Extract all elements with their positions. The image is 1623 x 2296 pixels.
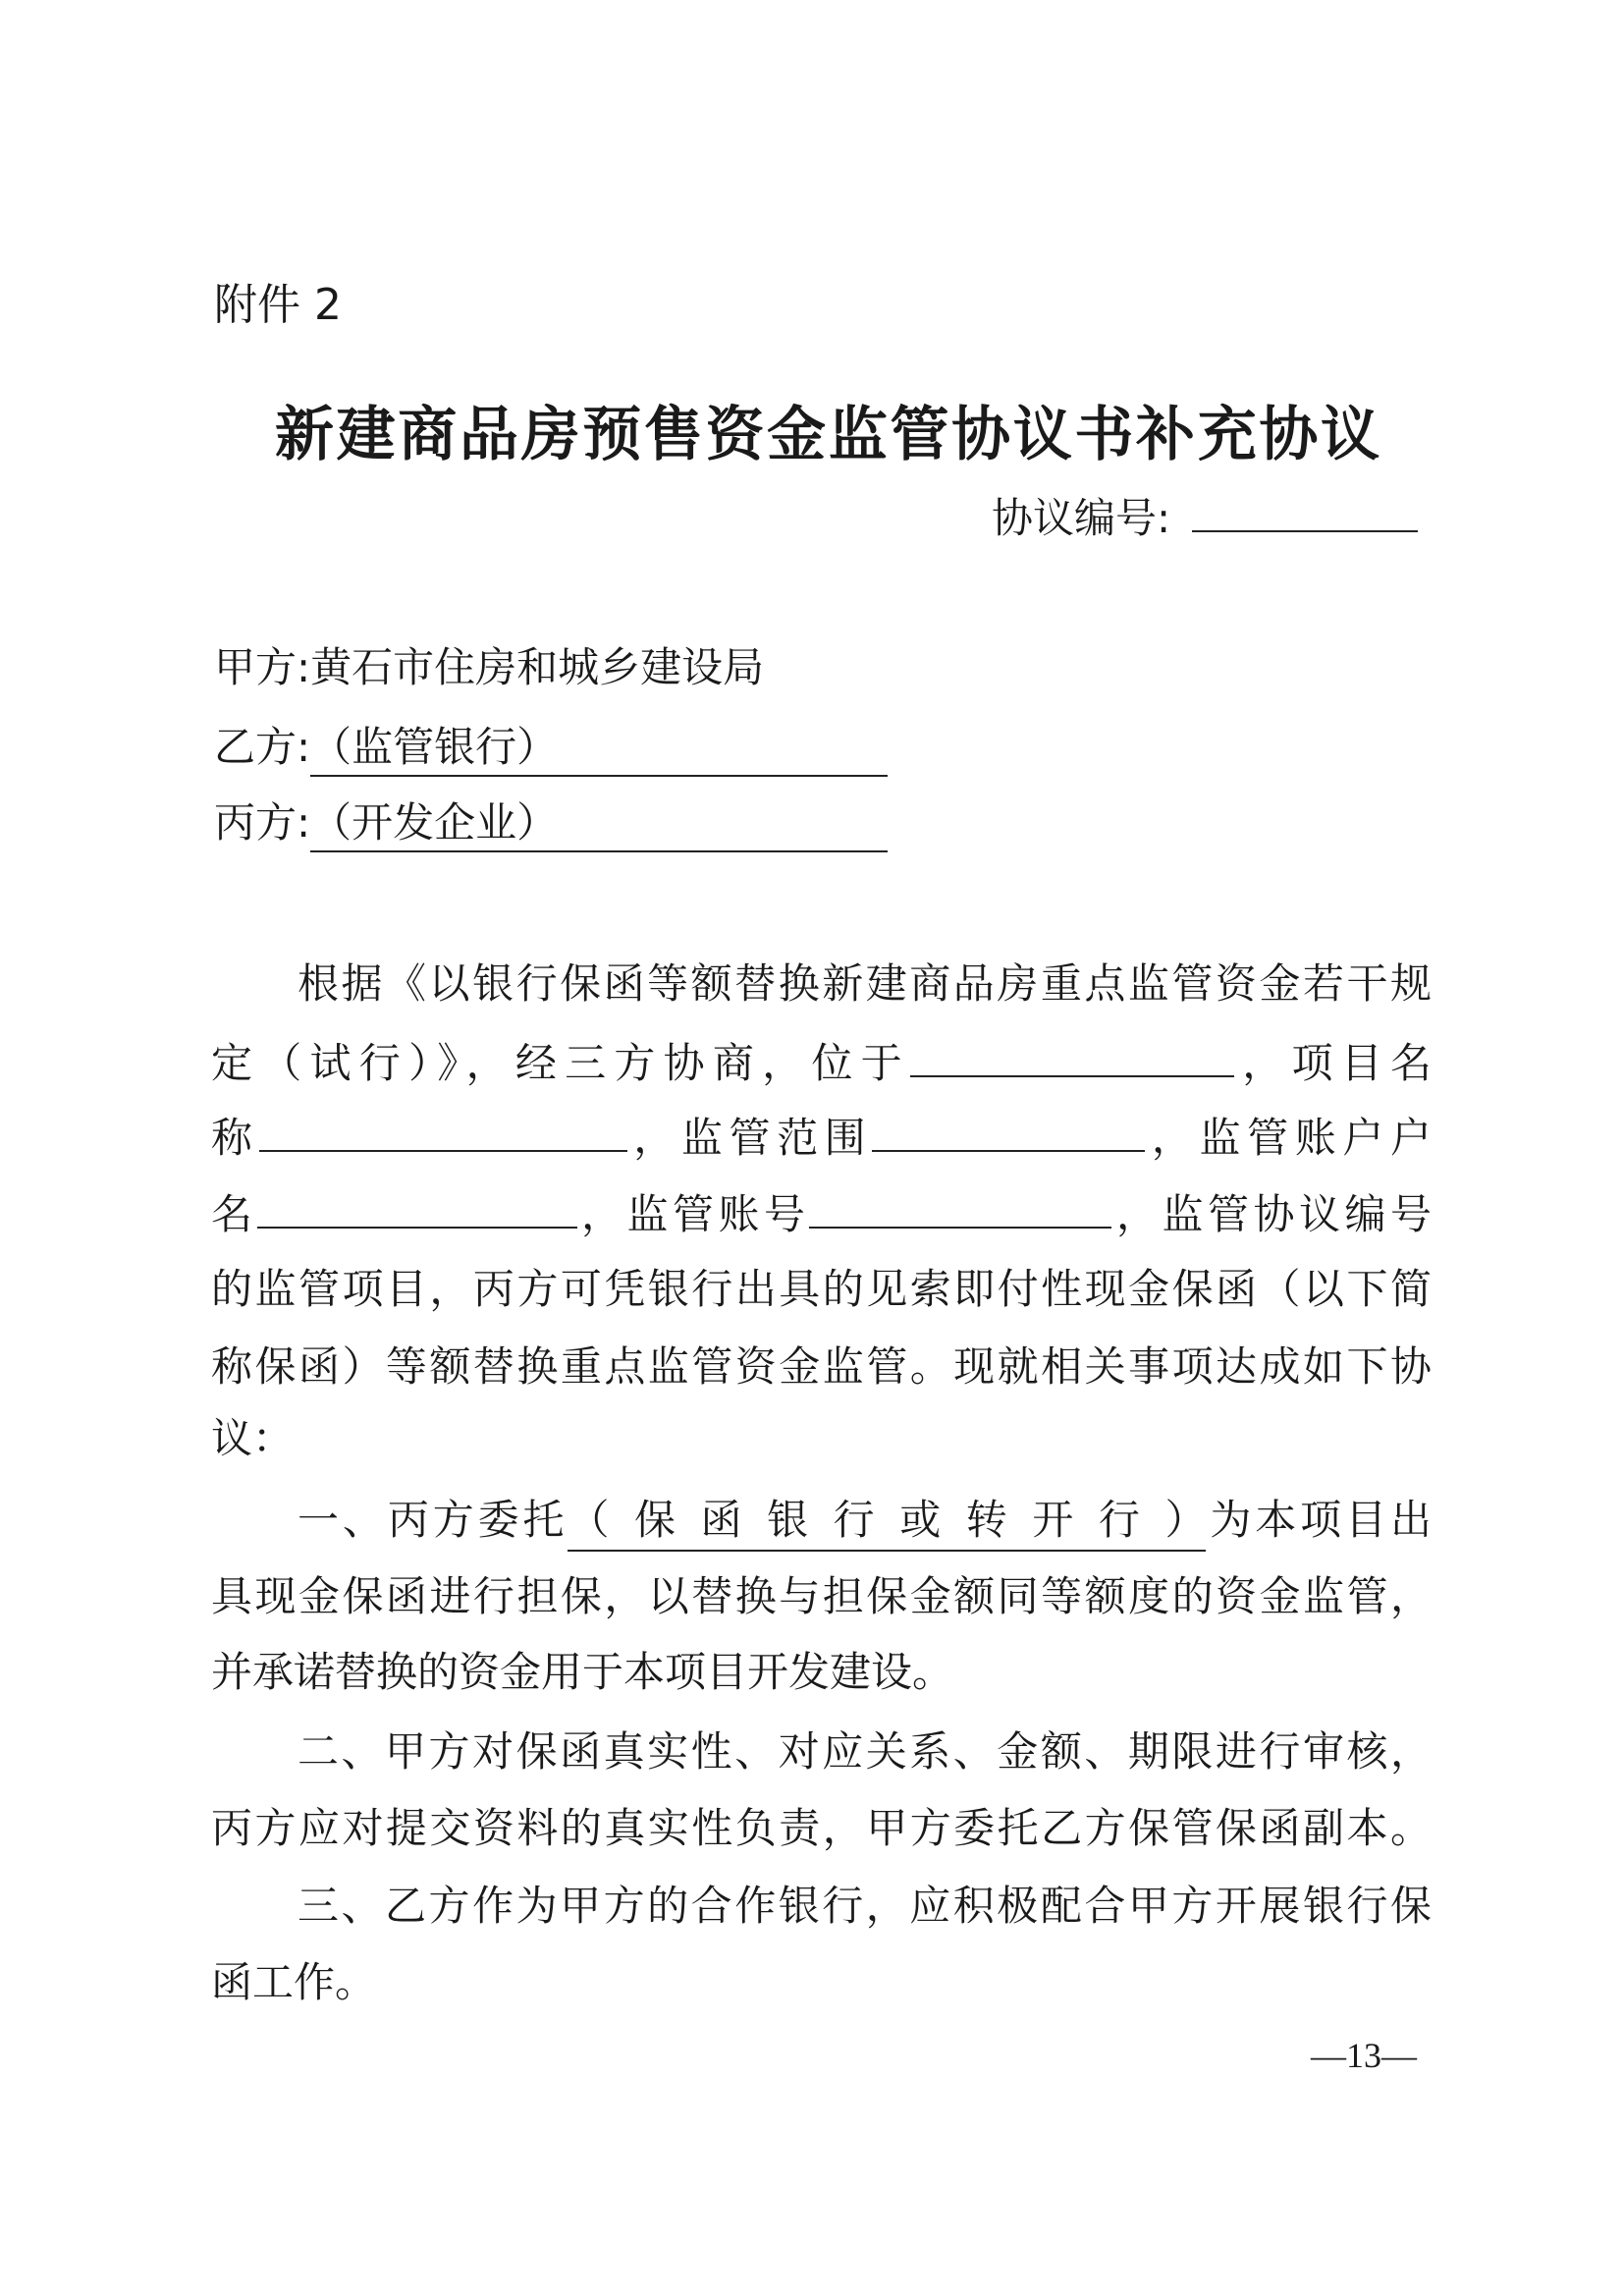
party-c-value: （开发企业）	[310, 795, 888, 852]
body-line: 丙方应对提交资料的真实性负责，甲方委托乙方保管保函副本。	[211, 1804, 1432, 1852]
body-line: 的监管项目，丙方可凭银行出具的见索即付性现金保函（以下简	[211, 1265, 1432, 1313]
party-b-label: 乙方:	[214, 723, 311, 771]
body-line: 名 ，监管账号 ，监管协议编号	[211, 1183, 1432, 1244]
body-line: 一、丙方委托（保函银行或转开行）为本项目出	[211, 1491, 1432, 1552]
body-line: 并承诺替换的资金用于本项目开发建设。	[211, 1648, 954, 1696]
body-line: 三、乙方作为甲方的合作银行，应积极配合甲方开展银行保	[298, 1882, 1432, 1930]
agreement-number	[992, 491, 1418, 546]
party-c-label: 丙方:	[214, 798, 311, 847]
body-line: 称 ，监管范围 ，监管账户户	[211, 1107, 1432, 1168]
body-line: 定（试行）》，经三方协商，位于 ，项目名	[211, 1032, 1432, 1093]
bank-blank: （保函银行或转开行）	[568, 1491, 1206, 1552]
party-b-value: （监管银行）	[310, 720, 888, 777]
body-line: 函工作。	[211, 1958, 377, 2006]
page-number: —13—	[1311, 2036, 1417, 2075]
body-line: 根据《以银行保函等额替换新建商品房重点监管资金若干规	[298, 959, 1432, 1008]
agreement-number-blank	[1192, 491, 1418, 532]
party-b	[214, 720, 888, 777]
body-line: 具现金保函进行担保，以替换与担保金额同等额度的资金监管，	[211, 1572, 1432, 1620]
party-a	[214, 640, 764, 695]
body-line: 二、甲方对保函真实性、对应关系、金额、期限进行审核，	[298, 1727, 1432, 1776]
body-line: 议：	[211, 1414, 295, 1462]
document-title: 新建商品房预售资金监管协议书补充协议	[275, 401, 1380, 469]
party-a-label: 甲方:	[214, 643, 311, 691]
agreement-number-label: 协议编号:	[992, 494, 1171, 542]
party-c	[214, 795, 888, 852]
annex-label: 附件 2	[214, 280, 342, 330]
body-line: 称保函）等额替换重点监管资金监管。现就相关事项达成如下协	[211, 1342, 1432, 1391]
party-a-value: 黄石市住房和城乡建设局	[310, 643, 765, 691]
